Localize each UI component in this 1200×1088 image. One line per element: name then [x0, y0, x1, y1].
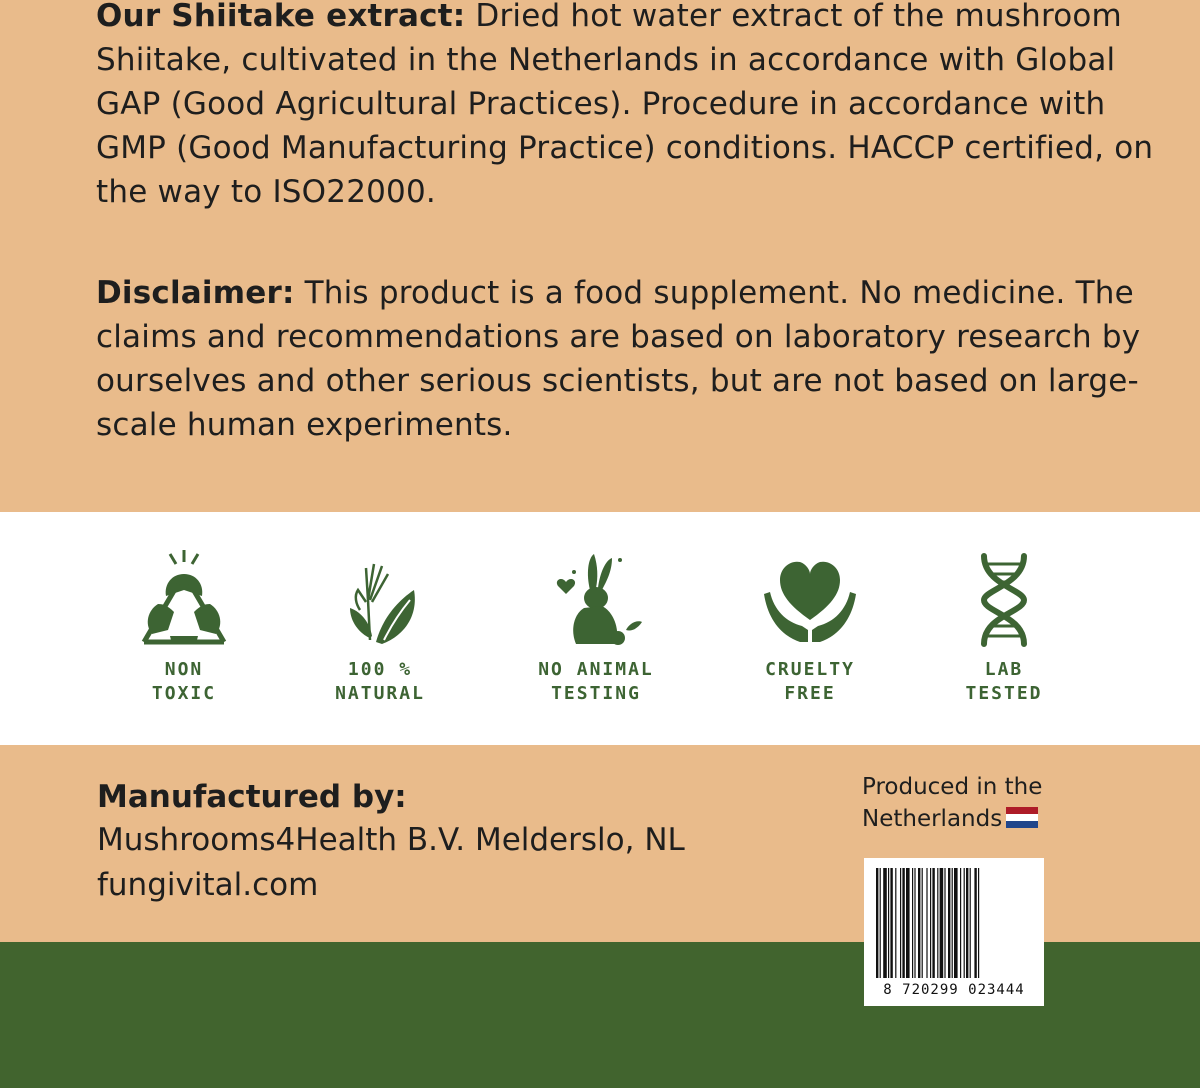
extract-label: Our Shiitake extract:: [96, 0, 466, 34]
barcode-bar: [948, 868, 950, 978]
barcode-digits: 8 720299 023444: [883, 982, 1025, 998]
barcode-bar: [890, 868, 892, 978]
barcode-bar: [930, 868, 931, 978]
badge-cruelty-free: [720, 512, 900, 745]
barcode-bar: [974, 868, 976, 978]
hand-leaf-icon: [330, 550, 430, 650]
barcode-bar: [954, 868, 958, 978]
barcode-bar: [937, 868, 938, 978]
badge-natural: [290, 512, 470, 745]
badge-label: LAB TESTED: [965, 659, 1043, 704]
barcode-bar: [944, 868, 945, 978]
manufacturer-website: fungivital.com: [97, 867, 319, 903]
barcode-bar: [940, 868, 944, 978]
barcode-bar: [964, 868, 965, 978]
disclaimer-text: This product is a food supplement. No medicine. The claims and recommendations are based on laboratory research by ourselves and other serious scientists, but are not based on large-scale human experiments.: [96, 275, 1141, 443]
barcode-bar: [912, 868, 913, 978]
barcode-bar: [960, 868, 961, 978]
barcode-bar: [900, 868, 901, 978]
barcode-bar: [978, 868, 979, 978]
barcode-bar: [918, 868, 920, 978]
barcode: [864, 858, 1044, 1006]
badge-non-toxic: [94, 512, 274, 745]
origin-line-1: Produced in the: [862, 774, 1043, 800]
origin-text: [862, 771, 1042, 835]
manufacturer-title: Manufactured by:: [97, 779, 407, 815]
badge-label: NON TOXIC: [151, 659, 217, 704]
origin-line-2: Netherlands: [862, 806, 1003, 832]
extract-paragraph: [96, 0, 1176, 214]
barcode-bar: [932, 868, 934, 978]
barcode-bar: [952, 868, 953, 978]
disclaimer-paragraph: [96, 271, 1176, 447]
barcode-bar: [966, 868, 968, 978]
barcode-bar: [906, 868, 910, 978]
disclaimer-label: Disclaimer:: [96, 275, 295, 311]
extract-text: Dried hot water extract of the mushroom Shiitake, cultivated in the Netherlands in accordance with Global GAP (Good Agricultural Practices). Procedure in accordance with GMP (Good Manufacturing Practice) conditions. HACCP certified, on the way to ISO22000.: [96, 0, 1154, 210]
barcode-bar: [914, 868, 915, 978]
barcode-bar: [970, 868, 971, 978]
badge-strip: [0, 512, 1200, 745]
badge-lab-tested: [914, 512, 1094, 745]
barcode-bar: [895, 868, 896, 978]
barcode-bar: [902, 868, 904, 978]
barcode-bar: [883, 868, 887, 978]
barcode-bar: [926, 868, 927, 978]
dna-icon: [954, 550, 1054, 650]
barcode-bar: [876, 868, 878, 978]
rabbit-icon: [546, 550, 646, 650]
badge-no-animal-testing: [506, 512, 686, 745]
badge-label: NO ANIMAL TESTING: [538, 659, 654, 704]
info-section: [0, 0, 1200, 512]
recycle-leaves-icon: [134, 550, 234, 650]
badge-label: 100 % NATURAL: [335, 659, 425, 704]
barcode-bar: [888, 868, 889, 978]
barcode-bars-icon: [874, 868, 1034, 980]
badge-label: CRUELTY FREE: [765, 659, 855, 704]
netherlands-flag-icon: [1006, 807, 1038, 829]
barcode-bar: [880, 868, 881, 978]
barcode-bar: [922, 868, 923, 978]
manufacturer-name: Mushrooms4Health B.V. Melderslo, NL: [97, 822, 685, 858]
heart-hands-icon: [760, 550, 860, 650]
